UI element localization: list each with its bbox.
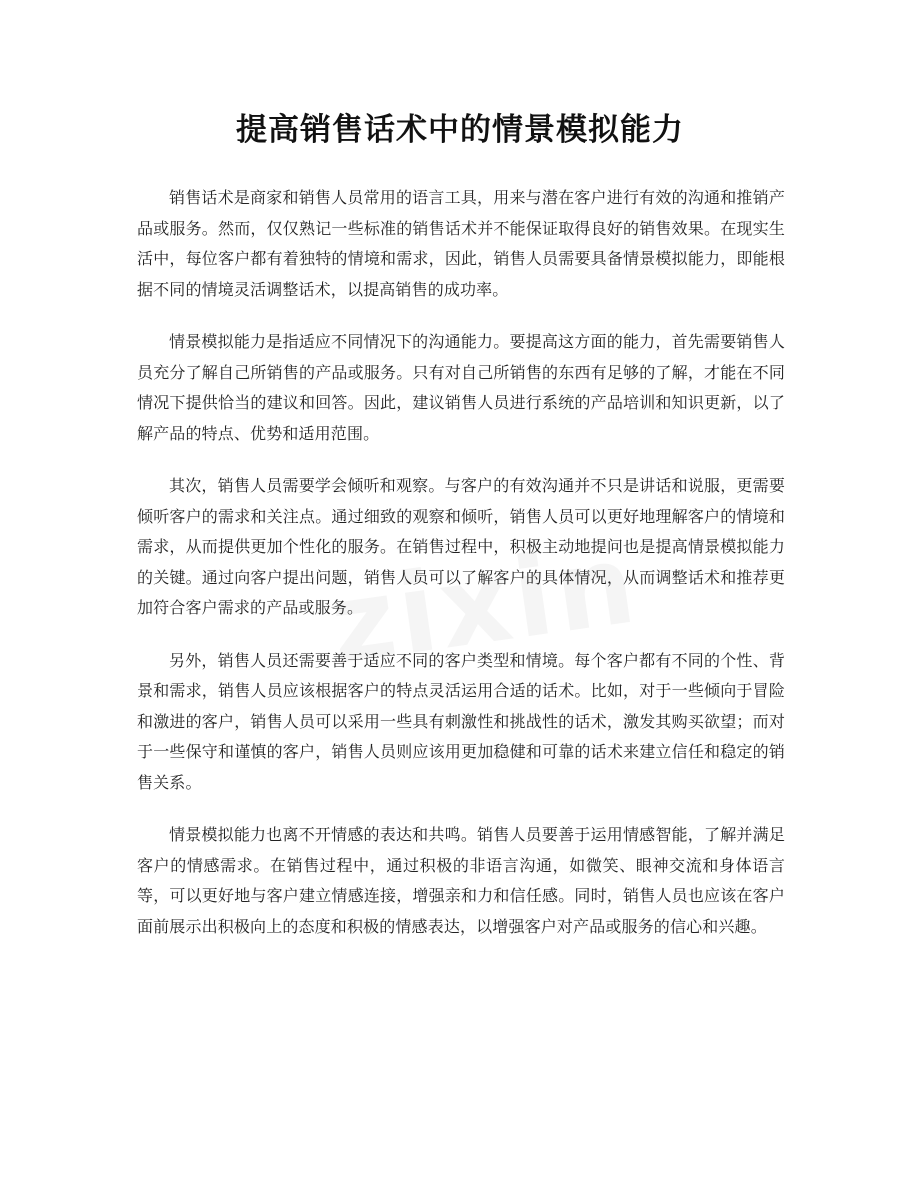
paragraph-4: 另外，销售人员还需要善于适应不同的客户类型和情境。每个客户都有不同的个性、背景和需求，销售人员应该根据客户的特点灵活运用合适的话术。比如，对于一些倾向于冒险和激进的客户，销售人员可以采用一些具有刺激性和挑战性的话术，激发其购买欲望；而对于一些保守和谨慎的客户，销售人员则应该用更加稳健和可靠的话术来建立信任和稳定的销售关系。 (137, 650, 785, 792)
paragraph-2: 情景模拟能力是指适应不同情况下的沟通能力。要提高这方面的能力，首先需要销售人员充分了解自己所销售的产品或服务。只有对自己所销售的东西有足够的了解，才能在不同情况下提供恰当的建议和回答。因此，建议销售人员进行系统的产品培训和知识更新，以了解产品的特点、优势和适用范围。 (137, 332, 785, 443)
paragraph-5: 情景模拟能力也离不开情感的表达和共鸣。销售人员要善于运用情感智能，了解并满足客户的情感需求。在销售过程中，通过积极的非语言沟通，如微笑、眼神交流和身体语言等，可以更好地与客户建立情感连接，增强亲和力和信任感。同时，销售人员也应该在客户面前展示出积极向上的态度和积极的情感表达，以增强客户对产品或服务的信心和兴趣。 (137, 825, 785, 936)
document-title: 提高销售话术中的情景模拟能力 (236, 112, 684, 148)
document-body (137, 183, 785, 964)
paragraph-1: 销售话术是商家和销售人员常用的语言工具，用来与潜在客户进行有效的沟通和推销产品或服务。然而，仅仅熟记一些标准的销售话术并不能保证取得良好的销售效果。在现实生活中，每位客户都有着独特的情境和需求，因此，销售人员需要具备情景模拟能力，即能根据不同的情境灵活调整话术，以提高销售的成功率。 (137, 188, 785, 299)
paragraph-3: 其次，销售人员需要学会倾听和观察。与客户的有效沟通并不只是讲话和说服，更需要倾听客户的需求和关注点。通过细致的观察和倾听，销售人员可以更好地理解客户的情境和需求，从而提供更加个性化的服务。在销售过程中，积极主动地提问也是提高情景模拟能力的关键。通过向客户提出问题，销售人员可以了解客户的具体情况，从而调整话术和推荐更加符合客户需求的产品或服务。 (137, 476, 785, 617)
